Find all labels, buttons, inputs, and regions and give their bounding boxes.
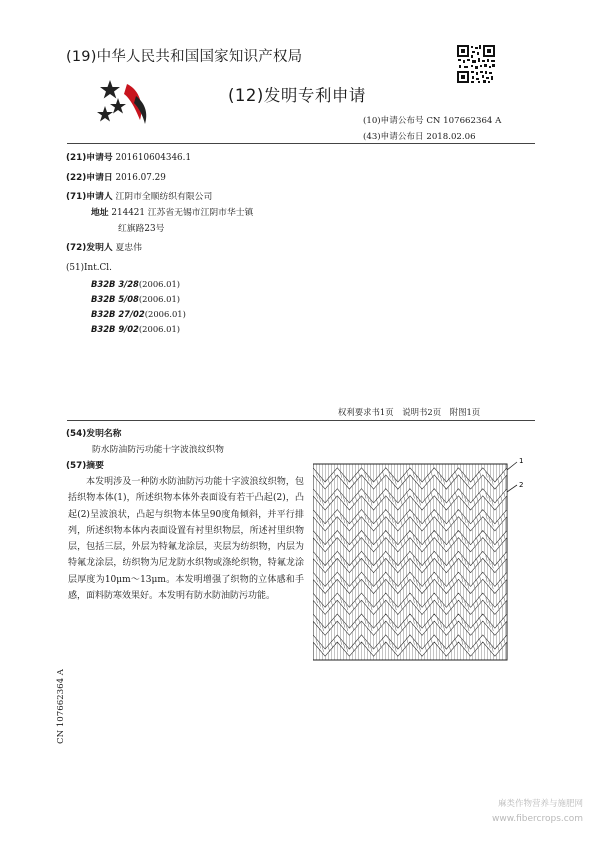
fabric-figure [313,456,535,666]
classification-code: B32B 3/28 [91,279,139,289]
publication-number-value: CN 107662364 A [426,116,502,126]
header-divider [67,143,535,144]
applicant-value: 江阴市全顺纺织有限公司 [115,192,213,202]
classification-date: (2006.01) [144,309,186,319]
applicant-label: (71)申请人 [66,192,113,202]
document-type: (12)发明专利申请 [228,86,366,105]
application-number-label: (21)申请号 [66,153,113,163]
qr-code-icon [456,44,496,84]
publication-number-label: (10)申请公布号 [363,116,424,126]
classification-code: B32B 9/02 [91,324,139,334]
watermark-name: 麻类作物营养与施肥网 [497,799,583,809]
classification-date: (2006.01) [138,324,181,334]
leader-line-2 [507,485,517,492]
side-publication-number: CN 107662364 A [56,669,66,744]
publication-date [363,130,476,142]
publication-date-label: (43)申请公布日 [363,132,424,142]
sipo-logo-icon [96,76,152,128]
pages-divider [67,420,535,421]
int-cl-label: (51)Int.Cl. [66,263,112,273]
classification-code: B32B 5/08 [91,294,139,304]
publication-date-value: 2018.02.06 [426,132,476,142]
figure-label-1: 1 [519,457,524,465]
watermark-url: www.fibercrops.com [492,814,583,824]
classification-date: (2006.01) [138,294,181,304]
page-count-line: 权利要求书1页 说明书2页 附图1页 [338,407,481,417]
application-date [66,170,166,183]
address-line-2: 红旗路23号 [118,224,165,234]
address [91,205,253,218]
address-label: 地址 [91,208,109,218]
classification-2 [91,294,180,304]
address-line-1: 214421 江苏省无锡市江阴市华士镇 [111,208,254,218]
classification-1 [91,279,180,289]
application-date-value: 2016.07.29 [115,173,166,183]
application-number [66,150,191,163]
title-label-text: (54)发明名称 [66,429,122,439]
abstract-label [66,458,104,471]
classification-3 [91,309,186,319]
leader-line-1 [507,462,517,470]
inventor [66,240,142,253]
application-number-value: 201610604346.1 [115,153,192,163]
classification-date: (2006.01) [138,279,181,289]
inventor-label: (72)发明人 [66,243,113,253]
abstract-label-text: (57)摘要 [66,461,104,471]
office-name: (19)中华人民共和国国家知识产权局 [66,49,303,65]
classification-code: B32B 27/02 [91,309,145,319]
inventor-value: 夏忠伟 [115,243,142,253]
application-date-label: (22)申请日 [66,173,113,183]
applicant [66,189,212,202]
title-label [66,426,121,439]
classification-4 [91,324,180,334]
abstract-text: 本发明涉及一种防水防油防污功能十字波浪纹织物，包括织物本体(1)，所述织物本体外表面设有若干凸起(2)，凸起(2)呈波浪状，凸起与织物本体呈90度角倾斜，并平行排列，所述织物本体内表面设置有衬里织物层，所述衬里织物层，包括三层，外层为特氟龙涂层，夹层为纺织物，内层为特氟龙涂层，纺织物为尼龙防水织物或涤纶织物，特氟龙涂层厚度为10μm～13μm。本发明增强了织物的立体感和手感，面料防寒效果好。本发明有防水防油防污功能。 [68,477,304,602]
invention-title: 防水防油防污功能十字波浪纹织物 [92,445,224,455]
publication-number [363,114,501,126]
figure-label-2: 2 [519,481,524,489]
